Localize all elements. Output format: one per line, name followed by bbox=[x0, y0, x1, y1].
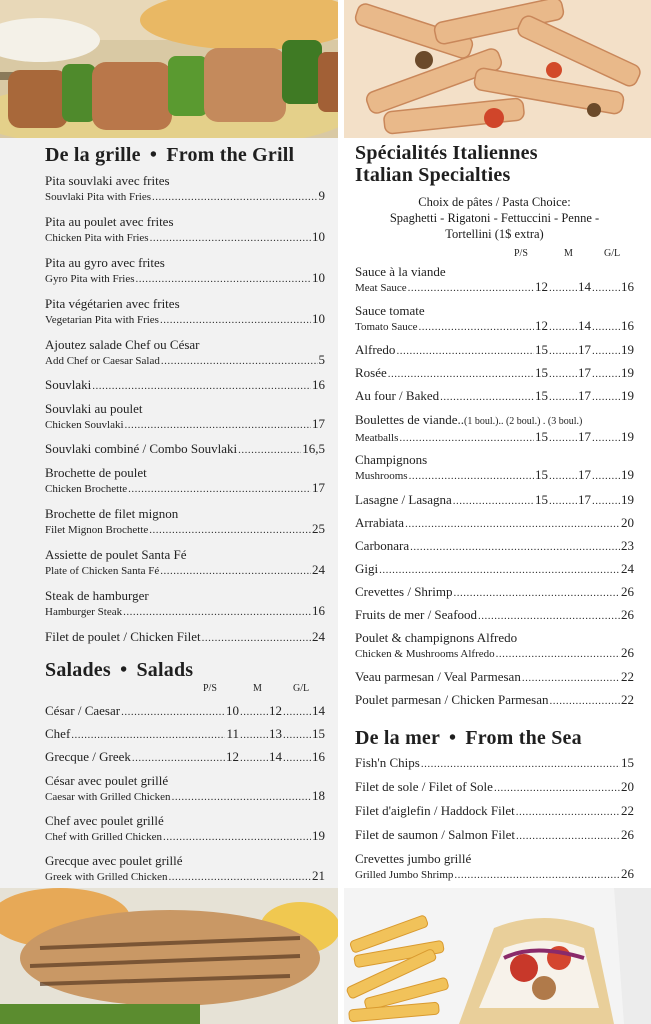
salad-row bbox=[45, 703, 325, 726]
heading-separator: • bbox=[149, 144, 158, 166]
salad-name: César / Caesar bbox=[45, 703, 121, 718]
size-large: G/L bbox=[604, 248, 621, 259]
item-price: 23 bbox=[621, 538, 634, 553]
size-medium: M bbox=[253, 683, 262, 694]
item-name-en: Meat Sauce bbox=[355, 282, 407, 294]
salads-heading-fr: Salades bbox=[45, 659, 111, 681]
item-price: 20 bbox=[621, 779, 634, 794]
right-menu-content bbox=[344, 138, 651, 887]
menu-item bbox=[45, 401, 325, 441]
item-price: 5 bbox=[318, 352, 325, 367]
menu-item bbox=[45, 214, 325, 255]
item-name-en: Tomato Sauce bbox=[355, 321, 418, 333]
menu-item bbox=[355, 803, 634, 827]
menu-item bbox=[45, 506, 325, 547]
price-medium: 13 bbox=[269, 726, 282, 741]
heading-separator: • bbox=[120, 659, 128, 681]
menu-item bbox=[45, 377, 325, 401]
menu-item bbox=[45, 773, 325, 813]
price-small: 15 bbox=[535, 429, 548, 444]
price-large: 15 bbox=[312, 726, 325, 741]
item-name-en: Gyro Pita with Fries bbox=[45, 273, 135, 285]
pasta-item bbox=[355, 515, 634, 538]
menu-item bbox=[45, 296, 325, 337]
item-name-fr: Filet de poulet / Chicken Filet bbox=[45, 629, 201, 644]
item-price: 26 bbox=[621, 866, 634, 881]
heading-separator: • bbox=[448, 727, 457, 749]
pasta-choice bbox=[355, 194, 634, 242]
pasta-item bbox=[355, 607, 634, 630]
pasta-size-header bbox=[355, 248, 634, 262]
item-price: 24 bbox=[312, 562, 325, 577]
sea-heading-fr: De la mer bbox=[355, 727, 440, 749]
item-name-fr: Souvlaki combiné / Combo Souvlaki bbox=[45, 441, 238, 456]
pasta-item bbox=[355, 303, 634, 342]
salad-name: Chef bbox=[45, 726, 71, 741]
item-price: 17 bbox=[312, 416, 325, 431]
price-medium: 17 bbox=[578, 429, 591, 444]
price-small: 12 bbox=[535, 279, 548, 294]
item-name-en: Meatballs bbox=[355, 432, 399, 444]
salad-row bbox=[45, 726, 325, 749]
price-small: 12 bbox=[226, 749, 239, 764]
price-large: 16 bbox=[621, 279, 634, 294]
item-name-en: Filet Mignon Brochette bbox=[45, 524, 149, 536]
item-name-en: Grilled Jumbo Shrimp bbox=[355, 869, 454, 881]
item-price: 26 bbox=[621, 607, 634, 622]
price-large: 16 bbox=[621, 318, 634, 333]
item-name-en: Chef with Grilled Chicken bbox=[45, 831, 163, 843]
pasta-item bbox=[355, 452, 634, 492]
left-menu-content bbox=[0, 138, 338, 889]
menu-item bbox=[45, 588, 325, 629]
grill-heading bbox=[45, 141, 325, 169]
item-name-fr: Steak de hamburger bbox=[45, 588, 149, 603]
price-small: 12 bbox=[535, 318, 548, 333]
pasta-item bbox=[355, 388, 634, 412]
item-name-fr: Assiette de poulet Santa Fé bbox=[45, 547, 187, 562]
item-price: 10 bbox=[312, 311, 325, 326]
menu-item bbox=[45, 465, 325, 506]
price-large: 14 bbox=[312, 703, 325, 718]
right-column bbox=[344, 0, 651, 1024]
item-price: 24 bbox=[312, 629, 325, 644]
menu-item bbox=[45, 441, 325, 465]
meatball-counts: (1 boul.).. (2 boul.) . (3 boul.) bbox=[464, 416, 583, 427]
sea-heading bbox=[355, 723, 634, 753]
item-name-en: Vegetarian Pita with Fries bbox=[45, 314, 159, 326]
item-name-en: Plate of Chicken Santa Fé bbox=[45, 565, 160, 577]
pasta-item bbox=[355, 492, 634, 515]
item-price: 22 bbox=[621, 803, 634, 818]
grill-heading-fr: De la grille bbox=[45, 144, 141, 166]
item-price: 21 bbox=[312, 868, 325, 883]
price-large: 19 bbox=[621, 388, 634, 403]
price-small: 10 bbox=[226, 703, 239, 718]
price-medium: 17 bbox=[578, 492, 591, 507]
menu-item bbox=[45, 813, 325, 853]
price-medium: 14 bbox=[578, 318, 591, 333]
item-price: 9 bbox=[318, 188, 325, 203]
item-name: Au four / Baked bbox=[355, 388, 440, 403]
item-price: 25 bbox=[312, 521, 325, 536]
item-name-fr: Chef avec poulet grillé bbox=[45, 813, 164, 828]
price-medium: 12 bbox=[269, 703, 282, 718]
price-large: 16 bbox=[312, 749, 325, 764]
price-small: 15 bbox=[535, 492, 548, 507]
item-name-fr: Pita au gyro avec frites bbox=[45, 255, 165, 270]
item-name: Carbonara bbox=[355, 538, 410, 553]
size-medium: M bbox=[564, 248, 573, 259]
pasta-photo bbox=[344, 0, 651, 138]
item-name: Crevettes / Shrimp bbox=[355, 584, 453, 599]
item-name-fr: Brochette de filet mignon bbox=[45, 506, 179, 521]
item-name: Filet de saumon / Salmon Filet bbox=[355, 827, 515, 842]
item-name: Alfredo bbox=[355, 342, 396, 357]
pasta-item bbox=[355, 538, 634, 561]
item-price: 10 bbox=[312, 229, 325, 244]
item-name-en: Chicken & Mushrooms Alfredo bbox=[355, 648, 495, 660]
pasta-choice-list: Spaghetti - Rigatoni - Fettuccini - Penne - bbox=[389, 211, 600, 225]
item-name-fr: Pita au poulet avec frites bbox=[45, 214, 174, 229]
item-name-fr: Crevettes jumbo grillé bbox=[355, 851, 472, 866]
price-medium: 14 bbox=[269, 749, 282, 764]
price-large: 19 bbox=[621, 365, 634, 380]
item-name-en: Souvlaki Pita with Fries bbox=[45, 191, 152, 203]
item-price: 26 bbox=[621, 827, 634, 842]
item-name: Fruits de mer / Seafood bbox=[355, 607, 478, 622]
item-name-fr: Poulet & champignons Alfredo bbox=[355, 630, 518, 645]
menu-item bbox=[355, 827, 634, 851]
italian-heading-en: Italian Specialties bbox=[355, 164, 511, 186]
item-name: Arrabiata bbox=[355, 515, 405, 530]
price-medium: 17 bbox=[578, 467, 591, 482]
item-price: 16 bbox=[312, 377, 325, 392]
item-name-fr: Sauce à la viande bbox=[355, 264, 446, 279]
price-small: 15 bbox=[535, 342, 548, 357]
menu-item bbox=[355, 851, 634, 887]
menu-item bbox=[45, 853, 325, 889]
price-large: 19 bbox=[621, 429, 634, 444]
item-name-fr: Grecque avec poulet grillé bbox=[45, 853, 183, 868]
salad-size-header bbox=[45, 683, 325, 697]
pasta-item bbox=[355, 630, 634, 669]
pasta-item bbox=[355, 264, 634, 303]
menu-item bbox=[45, 173, 325, 214]
price-medium: 17 bbox=[578, 342, 591, 357]
price-small: 15 bbox=[535, 365, 548, 380]
item-name-fr: Souvlaki au poulet bbox=[45, 401, 143, 416]
pasta-choice-extra: Tortellini (1$ extra) bbox=[445, 227, 544, 241]
item-name-fr: Champignons bbox=[355, 452, 428, 467]
menu-item bbox=[45, 629, 325, 653]
pasta-item bbox=[355, 412, 634, 452]
item-name: Poulet parmesan / Chicken Parmesan bbox=[355, 692, 549, 707]
grill-list bbox=[45, 173, 325, 653]
item-name-en: Hamburger Steak bbox=[45, 606, 123, 618]
item-name-en: Chicken Brochette bbox=[45, 483, 128, 495]
sea-heading-en: From the Sea bbox=[465, 727, 582, 749]
item-name-fr: Pita souvlaki avec frites bbox=[45, 173, 170, 188]
price-small: 15 bbox=[535, 467, 548, 482]
gyro-fries-photo bbox=[344, 888, 651, 1024]
item-price: 10 bbox=[312, 270, 325, 285]
price-small: 15 bbox=[535, 388, 548, 403]
pasta-item bbox=[355, 561, 634, 584]
item-price: 16,5 bbox=[302, 441, 325, 456]
price-medium: 14 bbox=[578, 279, 591, 294]
pasta-item bbox=[355, 692, 634, 715]
grill-heading-en: From the Grill bbox=[166, 144, 295, 166]
menu-item bbox=[45, 547, 325, 588]
item-name: Filet de sole / Filet of Sole bbox=[355, 779, 493, 794]
price-small: 11 bbox=[226, 726, 239, 741]
size-large: G/L bbox=[293, 683, 310, 694]
item-price: 18 bbox=[312, 788, 325, 803]
italian-heading-fr: Spécialités Italiennes bbox=[355, 142, 538, 164]
salad-row bbox=[45, 749, 325, 773]
menu-item bbox=[45, 337, 325, 377]
item-price: 26 bbox=[621, 645, 634, 660]
item-name-en: Chicken Souvlaki bbox=[45, 419, 124, 431]
item-price: 24 bbox=[621, 561, 634, 576]
item-name-fr: Souvlaki bbox=[45, 377, 92, 392]
price-large: 19 bbox=[621, 342, 634, 357]
item-name-en: Chicken Pita with Fries bbox=[45, 232, 149, 244]
item-price: 22 bbox=[621, 692, 634, 707]
price-large: 19 bbox=[621, 492, 634, 507]
item-name: Filet d'aiglefin / Haddock Filet bbox=[355, 803, 515, 818]
pasta-choice-title: Choix de pâtes / Pasta Choice: bbox=[418, 195, 571, 209]
salads-heading bbox=[45, 657, 325, 683]
item-price: 19 bbox=[312, 828, 325, 843]
item-price: 20 bbox=[621, 515, 634, 530]
salads-heading-en: Salads bbox=[136, 659, 194, 681]
item-name: Gigi bbox=[355, 561, 379, 576]
item-price: 16 bbox=[312, 603, 325, 618]
menu-item bbox=[45, 255, 325, 296]
item-name-fr: Pita végétarien avec frites bbox=[45, 296, 180, 311]
italian-heading bbox=[355, 142, 634, 186]
item-name-fr: César avec poulet grillé bbox=[45, 773, 169, 788]
item-name: Lasagne / Lasagna bbox=[355, 492, 452, 507]
item-name-fr: Sauce tomate bbox=[355, 303, 425, 318]
price-large: 19 bbox=[621, 467, 634, 482]
item-name: Fish'n Chips bbox=[355, 755, 420, 770]
size-small: P/S bbox=[203, 683, 217, 694]
price-medium: 17 bbox=[578, 388, 591, 403]
item-price: 17 bbox=[312, 480, 325, 495]
pasta-item bbox=[355, 584, 634, 607]
item-name: Rosée bbox=[355, 365, 387, 380]
item-name-en: Add Chef or Caesar Salad bbox=[45, 355, 160, 367]
pasta-item bbox=[355, 669, 634, 692]
salad-name: Grecque / Greek bbox=[45, 749, 131, 764]
item-name-fr: Ajoutez salade Chef ou César bbox=[45, 337, 200, 352]
item-name: Veau parmesan / Veal Parmesan bbox=[355, 669, 521, 684]
pasta-item bbox=[355, 365, 634, 388]
item-name-fr: Brochette de poulet bbox=[45, 465, 147, 480]
item-name-fr: Boulettes de viande.. bbox=[355, 412, 465, 427]
menu-item bbox=[355, 779, 634, 803]
souvlaki-skewer-photo bbox=[0, 0, 338, 138]
item-name-en: Greek with Grilled Chicken bbox=[45, 871, 168, 883]
item-name-en: Caesar with Grilled Chicken bbox=[45, 791, 171, 803]
grilled-chicken-photo bbox=[0, 888, 338, 1024]
price-medium: 17 bbox=[578, 365, 591, 380]
menu-item bbox=[355, 755, 634, 779]
pasta-item bbox=[355, 342, 634, 365]
item-name-en: Mushrooms bbox=[355, 470, 408, 482]
item-price: 15 bbox=[621, 755, 634, 770]
item-price: 26 bbox=[621, 584, 634, 599]
size-small: P/S bbox=[514, 248, 528, 259]
item-price: 22 bbox=[621, 669, 634, 684]
